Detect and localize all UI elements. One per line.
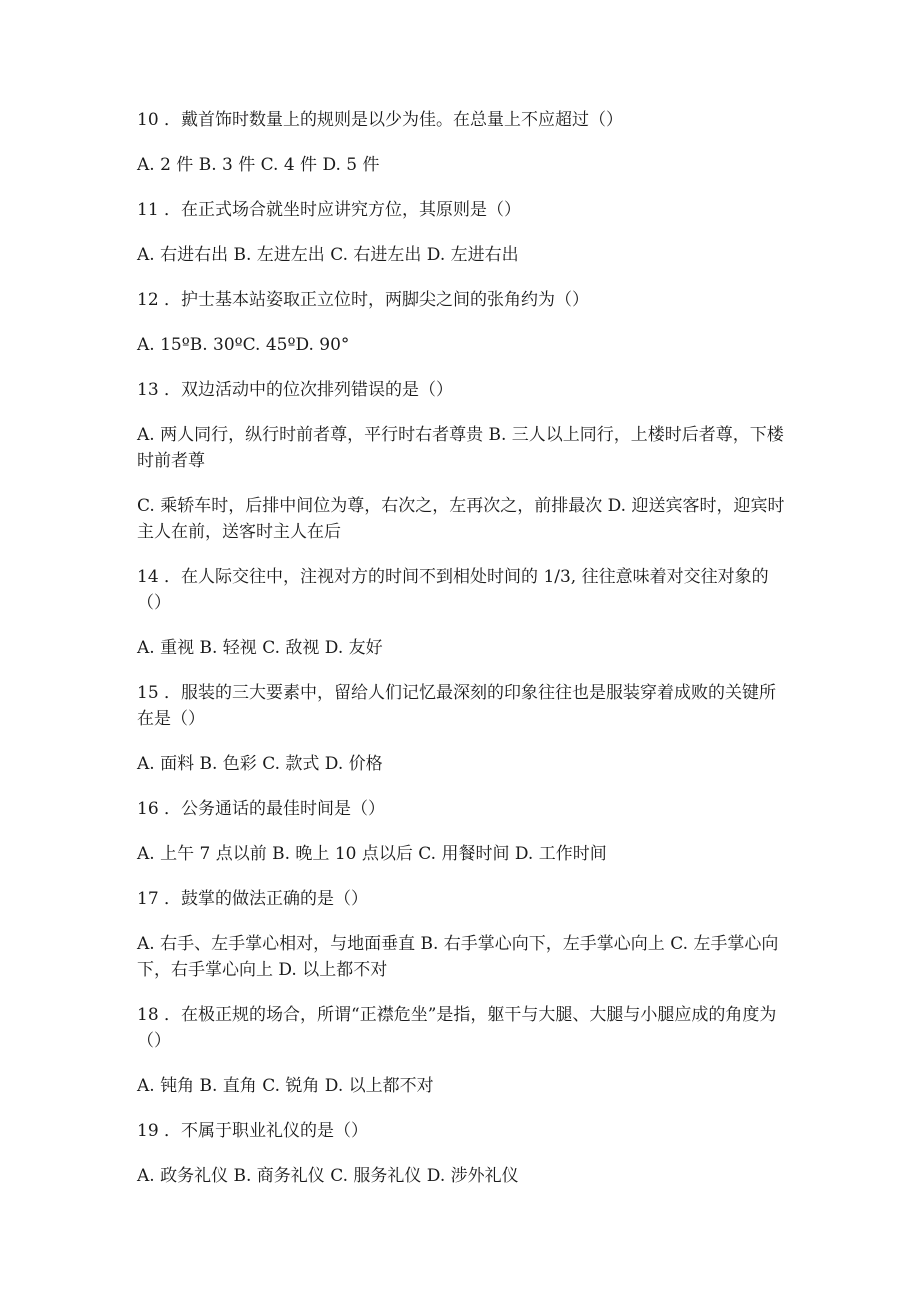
question-item-12 [137,287,787,358]
answer-options: A. 重视 B. 轻视 C. 敌视 D. 友好 [137,638,383,658]
question-text: 19 ．不属于职业礼仪的是（） [137,1121,369,1141]
answer-options-continued: C. 乘轿车时，后排中间位为尊，右次之，左再次之，前排最次 D. 迎送宾客时，迎宾时主人在前，送客时主人在后 [137,496,785,542]
question-item-19 [137,1118,787,1189]
question-item-15 [137,680,787,777]
answer-options: A. 两人同行，纵行时前者尊，平行时右者尊贵 B. 三人以上同行，上楼时后者尊，下楼时前者尊 [137,425,784,471]
question-item-17 [137,886,787,983]
answer-options: A. 右手、左手掌心相对，与地面垂直 B. 右手掌心向下，左手掌心向上 C. 左手掌心向下，右手掌心向上 D. 以上都不对 [137,934,779,980]
question-item-10 [137,107,787,178]
answer-options: A. 2 件 B. 3 件 C. 4 件 D. 5 件 [137,155,380,175]
answer-options: A. 上午 7 点以前 B. 晚上 10 点以后 C. 用餐时间 D. 工作时间 [137,844,607,864]
question-text: 14 ．在人际交往中，注视对方的时间不到相处时间的 1/3, 往往意味着对交往对象的（） [137,567,769,613]
question-text: 18 ．在极正规的场合，所谓“正襟危坐”是指，躯干与大腿、大腿与小腿应成的角度为（） [137,1005,777,1051]
answer-options: A. 右进右出 B. 左进左出 C. 右进左出 D. 左进右出 [137,245,519,265]
answer-options: A. 面料 B. 色彩 C. 款式 D. 价格 [137,754,383,774]
question-item-11 [137,197,787,268]
question-list [137,107,787,1208]
question-text: 13 ．双边活动中的位次排列错误的是（） [137,380,454,400]
answer-options: A. 政务礼仪 B. 商务礼仪 C. 服务礼仪 D. 涉外礼仪 [137,1166,519,1186]
question-item-18 [137,1002,787,1099]
answer-options: A. 15ºB. 30ºC. 45ºD. 90° [137,335,350,355]
answer-options: A. 钝角 B. 直角 C. 锐角 D. 以上都不对 [137,1076,434,1096]
question-item-13 [137,377,787,545]
question-text: 10 ．戴首饰时数量上的规则是以少为佳。在总量上不应超过（） [137,110,624,130]
question-text: 17 ．鼓掌的做法正确的是（） [137,889,369,909]
question-item-16 [137,796,787,867]
question-item-14 [137,564,787,661]
question-text: 16 ．公务通话的最佳时间是（） [137,799,386,819]
question-text: 12 ．护士基本站姿取正立位时，两脚尖之间的张角约为（） [137,290,590,310]
question-text: 15 ．服装的三大要素中，留给人们记忆最深刻的印象往往也是服装穿着成败的关键所在是（） [137,683,777,729]
question-text: 11 ．在正式场合就坐时应讲究方位，其原则是（） [137,200,522,220]
